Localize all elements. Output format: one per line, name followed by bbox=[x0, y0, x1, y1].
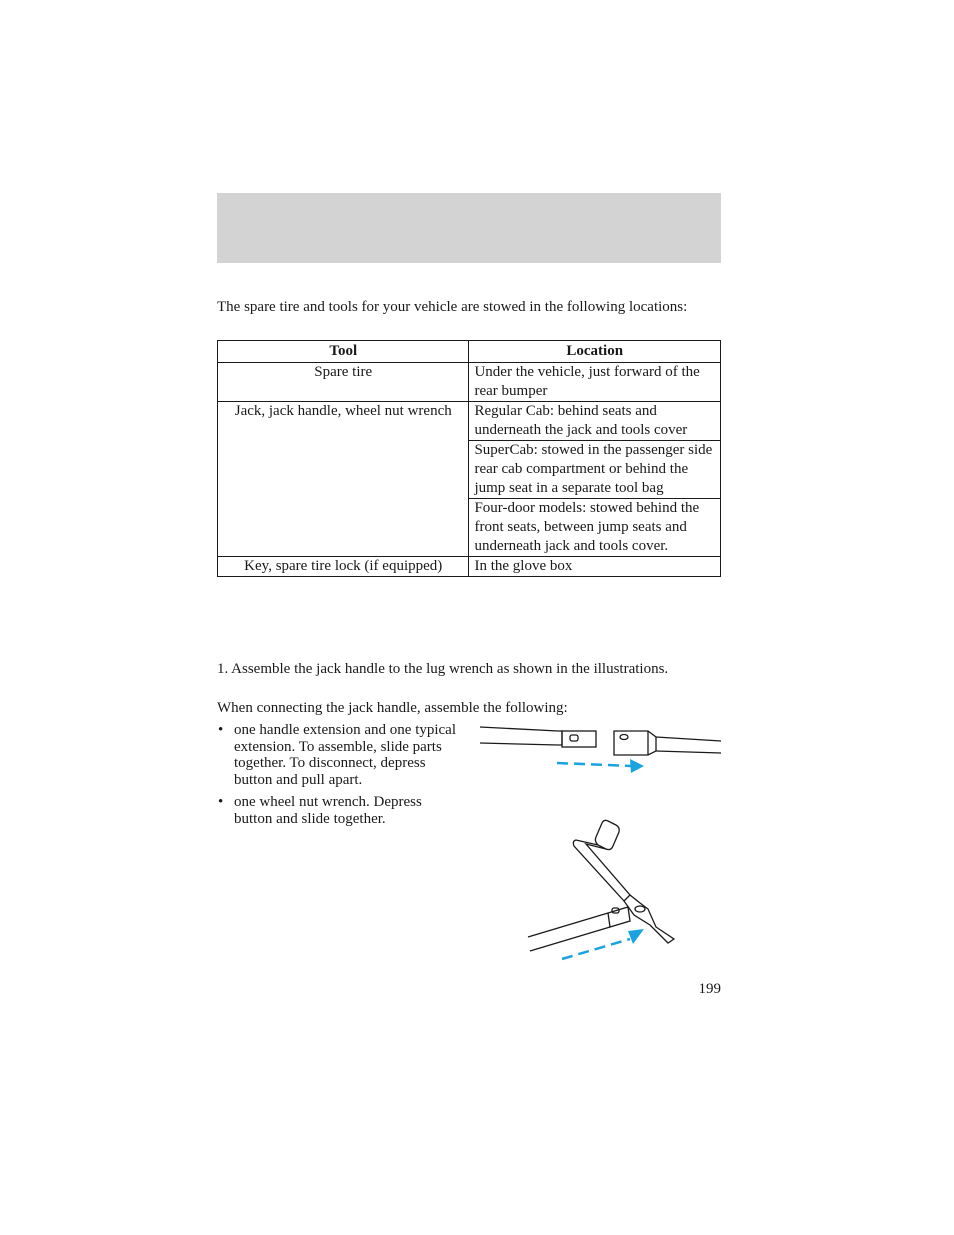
intro-paragraph: The spare tire and tools for your vehicle are stowed in the following locations: bbox=[217, 299, 688, 315]
step-1-text: 1. Assemble the jack handle to the lug wrench as shown in the illustrations. bbox=[217, 661, 669, 677]
handle-extension-drawing bbox=[480, 727, 721, 755]
list-item bbox=[217, 794, 457, 827]
bullet-icon: • bbox=[218, 794, 224, 810]
wheel-nut-wrench-drawing bbox=[528, 820, 674, 951]
location-cell: Four-door models: stowed behind the front seats, between jump seats and underneath jack and tools cover. bbox=[469, 499, 721, 557]
tool-cell: Jack, jack handle, wheel nut wrench bbox=[218, 402, 469, 557]
connect-intro-text: When connecting the jack handle, assemble the following: bbox=[217, 700, 568, 716]
bullet-icon: • bbox=[218, 722, 224, 738]
location-cell: Under the vehicle, just forward of the rear bumper bbox=[469, 363, 721, 402]
table-row bbox=[218, 363, 721, 402]
tool-cell: Spare tire bbox=[218, 363, 469, 402]
table-row bbox=[218, 402, 721, 441]
location-cell: In the glove box bbox=[469, 557, 721, 577]
tool-cell: Key, spare tire lock (if equipped) bbox=[218, 557, 469, 577]
slide-arrow-top bbox=[557, 759, 644, 773]
list-item-text: one handle extension and one typical extension. To assemble, slide parts together. To disconnect, depress button and pull apart. bbox=[234, 722, 457, 788]
table-row bbox=[218, 557, 721, 577]
slide-arrow-bottom bbox=[562, 929, 644, 959]
jack-handle-assembly-illustration bbox=[470, 715, 730, 975]
location-cell: Regular Cab: behind seats and underneath the jack and tools cover bbox=[469, 402, 721, 441]
section-header-bar bbox=[217, 193, 721, 263]
page-number: 199 bbox=[698, 981, 721, 997]
location-cell: SuperCab: stowed in the passenger side rear cab compartment or behind the jump seat in a separate tool bag bbox=[469, 441, 721, 499]
header-location: Location bbox=[469, 341, 721, 363]
tool-location-table bbox=[217, 340, 721, 577]
assembly-list bbox=[217, 722, 457, 833]
header-tool: Tool bbox=[218, 341, 469, 363]
list-item-text: one wheel nut wrench. Depress button and slide together. bbox=[234, 794, 422, 827]
list-item bbox=[217, 722, 457, 788]
table-header-row bbox=[218, 341, 721, 363]
